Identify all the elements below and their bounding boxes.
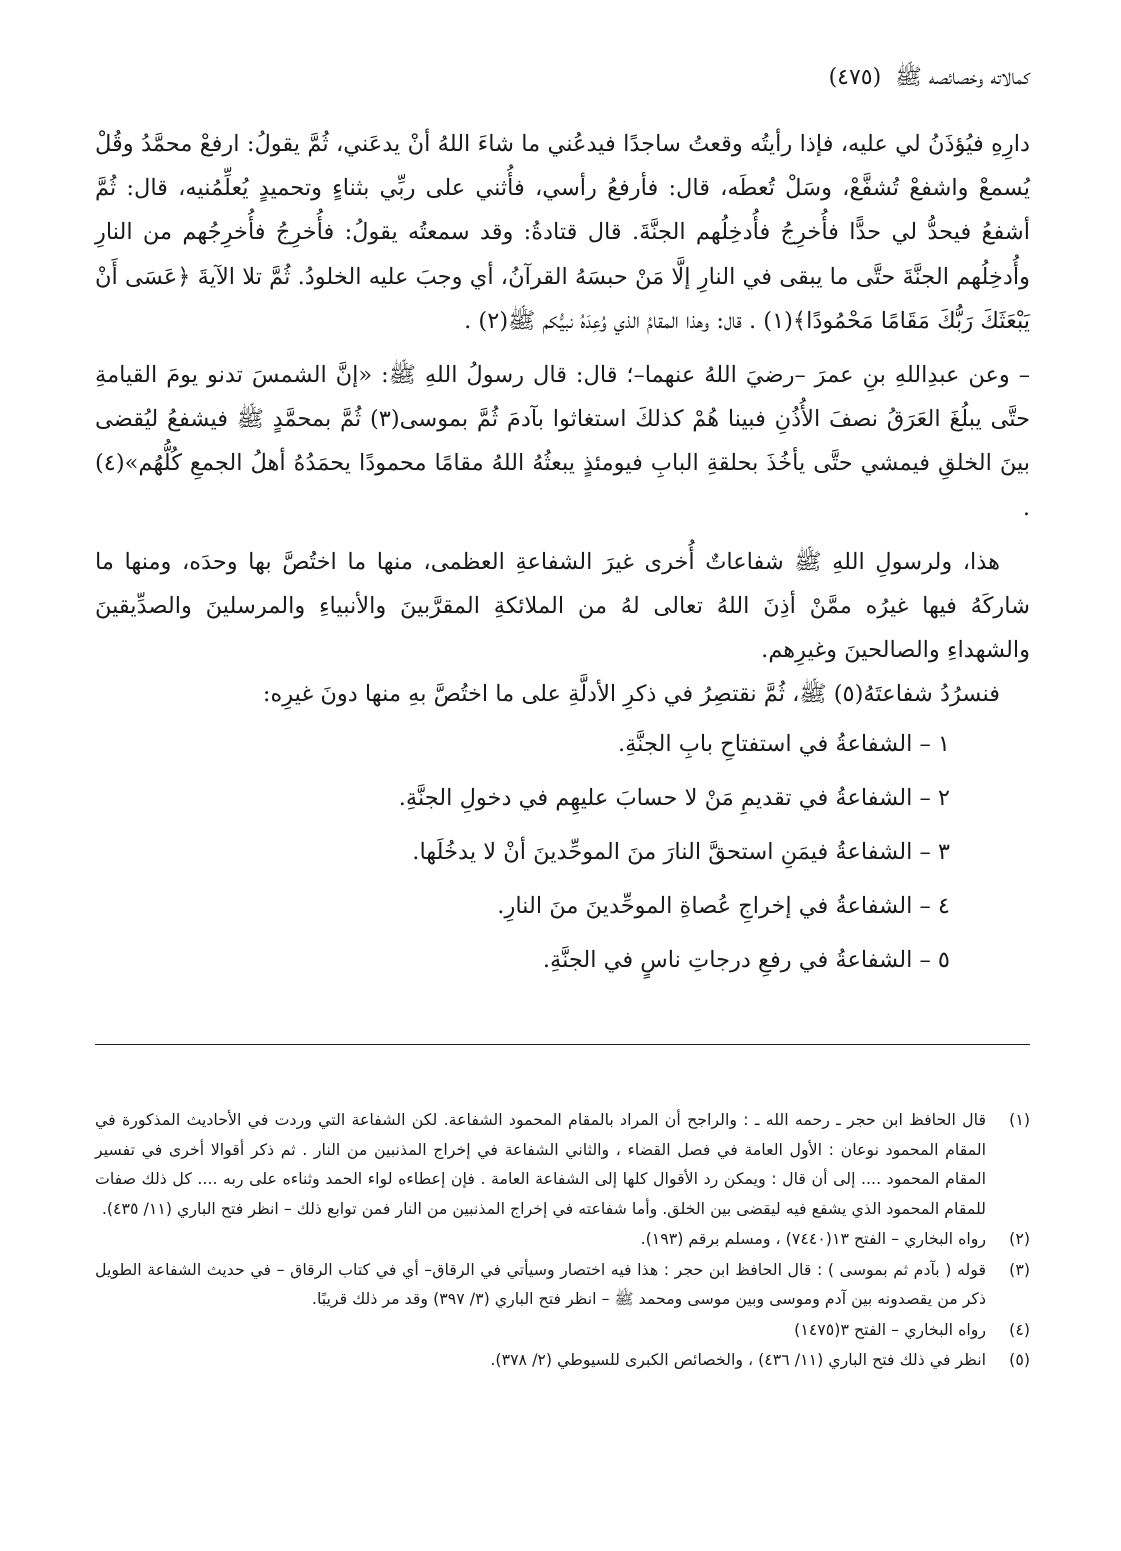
footnote-number: (٣) (1009, 1259, 1030, 1279)
footnote (95, 1255, 1030, 1314)
footnote-text: قال الحافظ ابن حجر ـ رحمه الله ـ : والراجح أن المراد بالمقام المحمود الشفاعة. لكن الشفاعة التي وردت في الأحاديث المذكورة في المقام المحمود نوعان : الأول العامة في فصل القضاء ، والثاني الشفاعة في إخراج المذنبين من النار . ثم ذكر أقوالا أخرى في تفسير المقام المحمود .... إلى أن قال : ويمكن رد الأقوال كلها إلى الشفاعة العامة . فإن إعطاءه لواء الحمد وثناءه على ربه .... كل ذلك صفات للمقام المحمود الذي يشفع فيه ليقضى بين الخلق. وأما شفاعته في إخراج المذنبين من النار فمن توابع ذلك – انظر فتح الباري (١١/ ٤٣٥). (95, 1110, 986, 1218)
footnotes (95, 1105, 1030, 1376)
page-number: (٤٧٥) (828, 65, 882, 90)
list-item: ٤ – الشفاعةُ في إخراجِ عُصاةِ الموحِّدينَ منَ النارِ. (497, 892, 950, 919)
footnote-text: انظر في ذلك فتح الباري (١١/ ٤٣٦) ، والخصائص الكبرى للسيوطي (٢/ ٣٧٨). (490, 1350, 986, 1369)
footnote-text: قوله ( بآدم ثم بموسى ) : قال الحافظ ابن حجر : هذا فيه اختصار وسيأتي في الرقاق– أي في كتاب الرقاق – في حديث الشفاعة الطويل ذكر من يقصدونه بين آدم وموسى وبين موسى ومحمد ﷺ – انظر فتح الباري (٣/ ٣٩٧) وقد مر ذلك قريبًا. (95, 1259, 986, 1308)
footnote (95, 1224, 1030, 1254)
paragraph-hadith-2: – وعن عبدِاللهِ بنِ عمرَ –رضيَ اللهُ عنهما–؛ قال: قال رسولُ اللهِ ﷺ: «إنَّ الشمسَ تدنو يومَ القيامةِ حتَّى يبلُغَ العَرَقُ نصفَ الأُذُنِ فبينا هُمْ كذلكَ استغاثوا بآدمَ ثُمَّ بموسى(٣) ثُمَّ بمحمَّدٍ ﷺ فيشفعُ ليُقضى بينَ الخلقِ فيمشي حتَّى يأخُذَ بحلقةِ البابِ فيومئذٍ يبعثُهُ اللهُ مقامًا محمودًا يحمَدُهُ أهلُ الجمعِ كُلُّهُم»(٤) . (95, 362, 1030, 521)
list-item: ٥ – الشفاعةُ في رفعِ درجاتِ ناسٍ في الجنَّةِ. (542, 946, 950, 973)
list-item: ٢ – الشفاعةُ في تقديمِ مَنْ لا حسابَ عليهِم في دخولِ الجنَّةِ. (398, 784, 950, 811)
list-item: ٣ – الشفاعةُ فيمَنِ استحقَّ النارَ منَ الموحِّدينَ أنْ لا يدخُلَها. (412, 838, 950, 865)
paragraph-list-intro: فنسرُدُ شفاعتَهُ(٥) ﷺ، ثُمَّ نقتصِرُ في ذكرِ الأدلَّةِ على ما اختُصَّ بهِ منها دونَ غيرِه: (262, 681, 1000, 708)
paragraph-hadith-1: دارِهِ فيُؤذَنُ لي عليه، فإذا رأيتُه وقعتُ ساجدًا فيدعُني ما شاءَ اللهُ أنْ يدعَني، ثُمَّ يقولُ: ارفعْ محمَّدُ وقُلْ يُسمعْ واشفعْ تُشفَّعْ، وسَلْ تُعطَه، قال: فأرفعُ رأسي، فأُثني على ربِّي بثناءٍ وتحميدٍ يُعلِّمُنيه، قال: ثُمَّ أشفعُ فيحدُّ لي حدًّا فأُخرِجُ فأُدخِلُهم الجنَّةَ. قال قتادةُ: وقد سمعتُه يقولُ: فأُخرِجُ فأُخرِجُهم من النارِ وأُدخِلُهم الجنَّةَ حتَّى ما يبقى في النارِ إلَّا مَنْ حبسَهُ القرآنُ، أي وجبَ عليه الخلودُ. ثُمَّ تلا الآيةَ ﴿عَسَى أَنْ يَبْعَثَكَ رَبُّكَ مَقَامًا مَحْمُودًا﴾(١) . قال: وهذا المقامُ الذي وُعِدَهُ نبيُّكم ﷺ(٢) . (95, 131, 1030, 334)
intercession-list (95, 717, 1030, 987)
page-header (95, 58, 1030, 98)
footnote-number: (١) (1009, 1110, 1030, 1129)
footnote (95, 1315, 1030, 1345)
footnote-number: (٤) (1009, 1319, 1030, 1339)
main-text (95, 122, 1030, 987)
paragraph-other-intercessions: هذا، ولرسولِ اللهِ ﷺ شفاعاتٌ أُخرى غيرَ الشفاعةِ العظمى، منها ما اختُصَّ بها وحدَه، ومنها ما شاركَهُ فيها غيرُه ممَّنْ أذِنَ اللهُ تعالى لهُ من الملائكةِ المقرَّبينَ والأنبياءِ والمرسلينَ والصدِّيقينَ والشهداءِ والصالحينَ وغيرِهم. (95, 548, 1030, 664)
footnote-number: (٢) (1009, 1229, 1030, 1248)
footnote-number: (٥) (1009, 1350, 1030, 1369)
footnote (95, 1345, 1030, 1375)
list-item: ١ – الشفاعةُ في استفتاحِ بابِ الجنَّةِ. (617, 730, 950, 757)
footnote-text: رواه البخاري – الفتح ٣(١٤٧٥) (794, 1319, 986, 1339)
footnote (95, 1105, 1030, 1223)
footnote-divider (95, 1044, 1030, 1045)
running-title: كمالاته وخصائصه ﷺ (895, 65, 1030, 90)
footnote-text: رواه البخاري – الفتح ١٣(٧٤٤٠) ، ومسلم برقم (١٩٣). (640, 1229, 986, 1248)
